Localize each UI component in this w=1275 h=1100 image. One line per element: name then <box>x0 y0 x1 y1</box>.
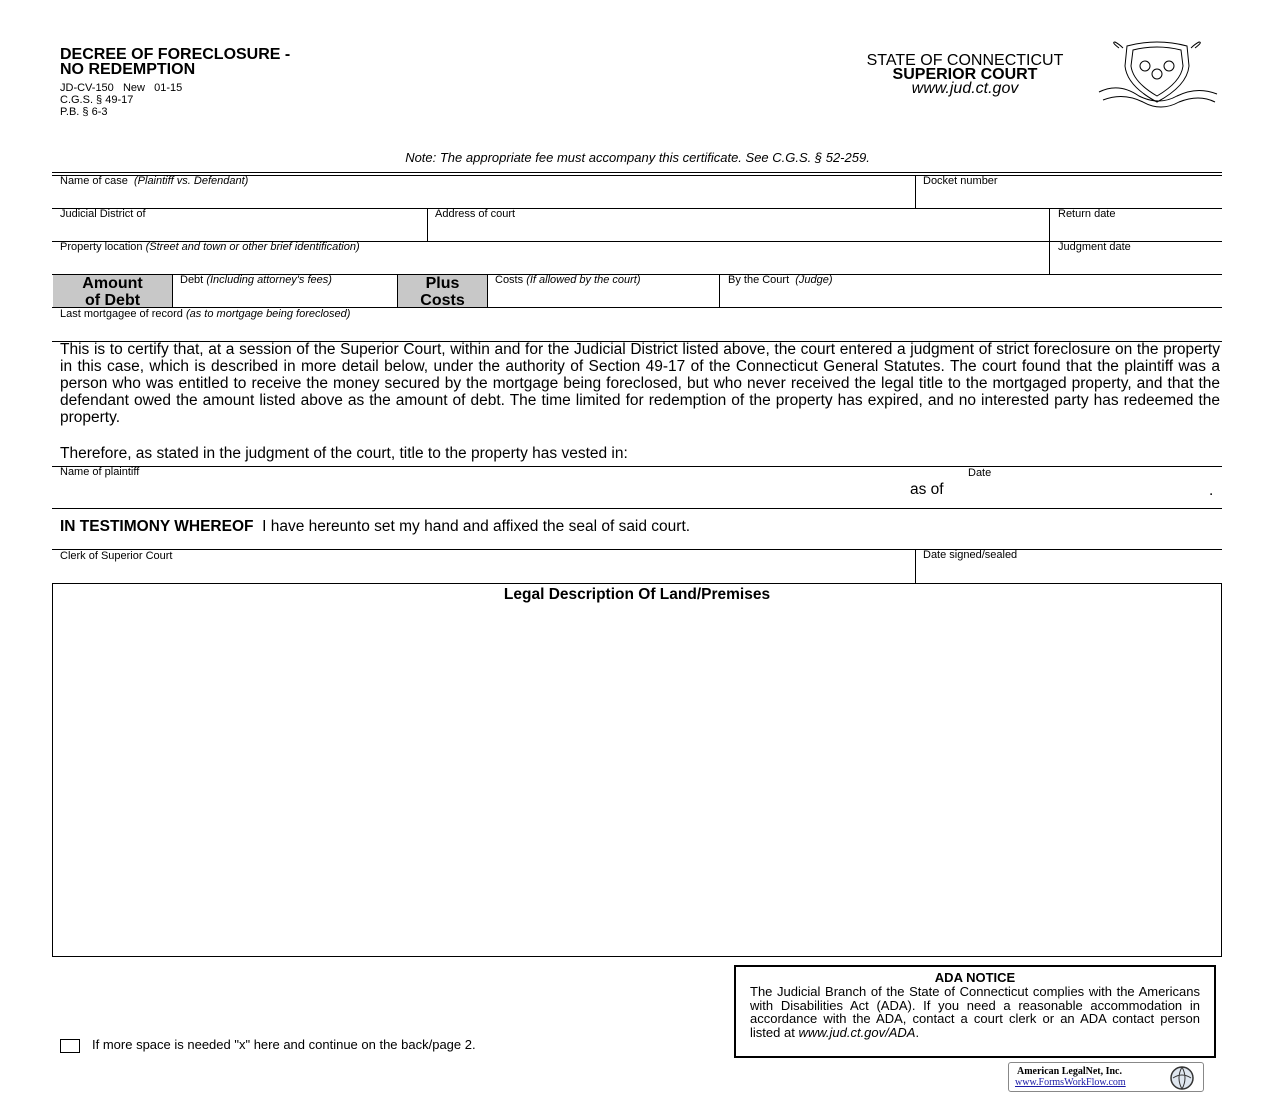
name-of-plaintiff-field[interactable] <box>60 466 139 478</box>
judgment-date-field[interactable] <box>1058 241 1131 253</box>
fee-note: Note: The appropriate fee must accompany this certificate. See C.G.S. § 52-259. <box>405 150 870 165</box>
amount-of-debt-line-1: Amount <box>82 275 143 292</box>
debt-label: Debt <box>180 274 204 286</box>
legal-description-title: Legal Description Of Land/Premises <box>503 586 771 603</box>
certification-text: This is to certify that, at a session of the Superior Court, within and for the Judicial District listed above, the court entered a judgment of strict foreclosure on the property in this case, which is described in more detail below, under the authority of Section 49-17 of the Connecticut General Statutes. The court found that the plaintiff was a person who was entitled to receive the money secured by the mortgage being foreclosed, but who never received the legal title to the mortgaged property, and that the defendant owed the amount listed above as the amount of debt. The time limited for redemption of the property has expired, and no interested party has redeemed the property. <box>60 341 1220 426</box>
form-id: JD-CV-150 New 01-15 <box>60 82 183 94</box>
clerk-field[interactable] <box>60 550 173 562</box>
vesting-date-field[interactable] <box>968 467 991 479</box>
publisher-badge[interactable] <box>1008 1062 1204 1092</box>
costs-field[interactable] <box>495 274 641 286</box>
judgment-date-label: Judgment date <box>1058 241 1131 253</box>
state-seal-icon <box>1097 40 1219 112</box>
judicial-district-label: Judicial District of <box>60 208 146 220</box>
name-of-case-field[interactable] <box>60 175 248 187</box>
debt-hint: (Including attorney's fees) <box>206 274 332 286</box>
practice-book-ref: P.B. § 6-3 <box>60 106 108 118</box>
globe-icon <box>1169 1065 1195 1091</box>
statute-ref: C.G.S. § 49-17 <box>60 94 134 106</box>
testimony-bold: IN TESTIMONY WHEREOF <box>60 518 254 535</box>
form-title <box>60 47 290 77</box>
name-of-plaintiff-label: Name of plaintiff <box>60 466 140 478</box>
col-divider <box>172 274 173 307</box>
court-website: www.jud.ct.gov <box>911 80 1019 97</box>
title-line-1: DECREE OF FORECLOSURE - <box>60 46 291 63</box>
debt-field[interactable] <box>180 274 332 286</box>
ada-link[interactable]: www.jud.ct.gov/ADA <box>798 1024 916 1040</box>
as-of-text: as of <box>910 481 944 498</box>
court-header <box>820 54 1110 96</box>
costs-hint: (If allowed by the court) <box>526 274 641 286</box>
ada-notice <box>734 965 1216 1058</box>
ada-body-text: The Judicial Branch of the State of Connecticut complies with the Americans with Disabilities Act (ADA). If you need a reasonable accommodation in accordance with the ADA, contact a court clerk or an ADA contact person listed at <box>750 984 1200 1040</box>
publisher-name: American LegalNet, Inc. <box>1017 1066 1122 1077</box>
vesting-date-label: Date <box>968 467 992 479</box>
plus-costs-heading <box>398 275 487 307</box>
legal-description-box[interactable] <box>52 583 1222 957</box>
return-date-label: Return date <box>1058 208 1116 220</box>
period-text: . <box>1209 482 1214 499</box>
name-of-case-label: Name of case <box>60 175 128 187</box>
testimony-rest: I have hereunto set my hand and affixed the seal of said court. <box>262 518 691 535</box>
ada-body <box>750 985 1200 1039</box>
row-divider <box>52 508 1222 509</box>
property-location-hint: (Street and town or other brief identification) <box>145 241 360 253</box>
col-divider <box>1049 208 1050 274</box>
col-divider <box>915 175 916 208</box>
by-the-court-field[interactable] <box>728 274 833 286</box>
docket-number-field[interactable] <box>923 175 998 187</box>
last-mortgagee-hint: (as to mortgage being foreclosed) <box>185 308 351 320</box>
ada-title: ADA NOTICE <box>934 970 1016 985</box>
by-the-court-label: By the Court <box>728 274 790 286</box>
costs-label: Costs <box>495 274 524 286</box>
return-date-field[interactable] <box>1058 208 1115 220</box>
therefore-text: Therefore, as stated in the judgment of the court, title to the property has vested in: <box>60 445 628 462</box>
clerk-label: Clerk of Superior Court <box>60 550 173 562</box>
plus-costs-line-1: Plus <box>425 275 460 292</box>
by-the-court-hint: (Judge) <box>795 274 833 286</box>
amount-of-debt-heading <box>53 275 172 307</box>
property-location-field[interactable] <box>60 241 360 253</box>
amount-of-debt-line-2: of Debt <box>84 292 141 309</box>
col-divider <box>427 208 428 241</box>
date-signed-field[interactable] <box>923 549 1017 561</box>
property-location-label: Property location <box>60 241 143 253</box>
ada-end: . <box>915 1024 920 1040</box>
form-meta <box>60 82 182 118</box>
last-mortgagee-field[interactable] <box>60 308 350 320</box>
more-space-checkbox[interactable] <box>60 1039 80 1053</box>
row-divider <box>52 549 1222 550</box>
address-of-court-field[interactable] <box>435 208 515 220</box>
publisher-url[interactable]: www.FormsWorkFlow.com <box>1015 1077 1126 1088</box>
col-divider <box>719 274 720 307</box>
docket-number-label: Docket number <box>923 175 998 187</box>
title-line-2: NO REDEMPTION <box>60 61 196 78</box>
more-space-label: If more space is needed "x" here and continue on the back/page 2. <box>92 1037 476 1052</box>
address-of-court-label: Address of court <box>435 208 516 220</box>
judicial-district-field[interactable] <box>60 208 146 220</box>
state-name: STATE OF CONNECTICUT <box>866 52 1064 69</box>
plus-costs-line-2: Costs <box>420 292 465 309</box>
top-border <box>52 172 1222 173</box>
row-divider <box>52 466 1222 467</box>
testimony-text <box>60 518 690 536</box>
date-signed-label: Date signed/sealed <box>923 549 1018 561</box>
col-divider <box>915 549 916 583</box>
last-mortgagee-label: Last mortgagee of record <box>60 308 183 320</box>
row-divider <box>52 208 1222 209</box>
court-name: SUPERIOR COURT <box>892 66 1038 83</box>
col-divider <box>487 274 488 307</box>
name-of-case-hint: (Plaintiff vs. Defendant) <box>134 175 249 187</box>
